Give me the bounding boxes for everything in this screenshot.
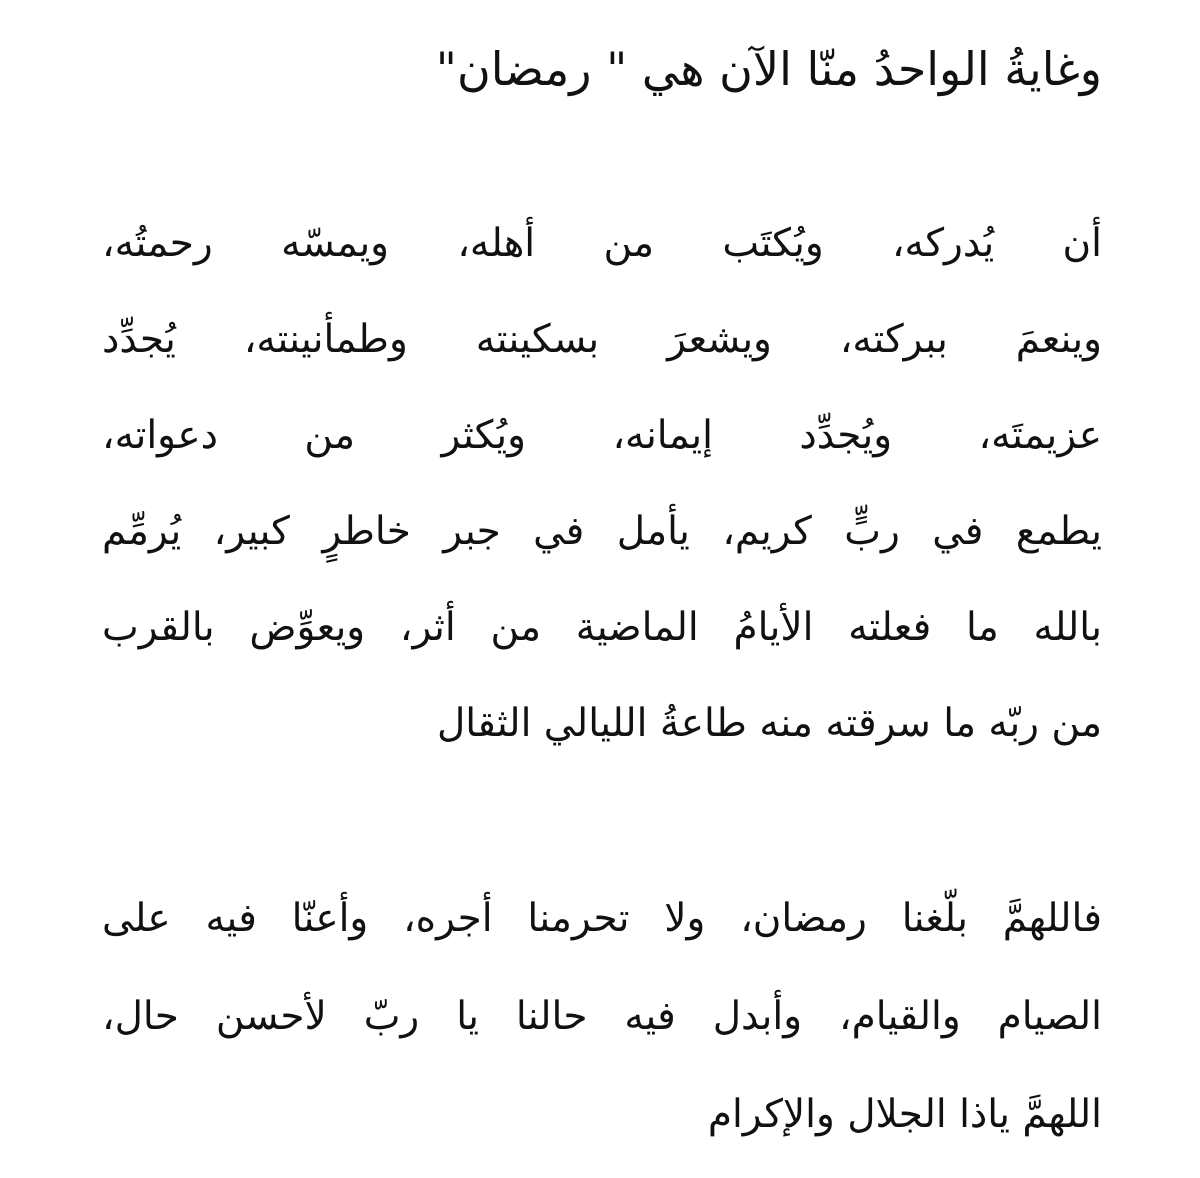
- page-title: وغايةُ الواحدُ منّا الآن هي " رمضان": [435, 42, 1102, 96]
- text-line: اللهمَّ ياذا الجلال والإكرام: [707, 1092, 1102, 1137]
- text-line: بالله ما فعلته الأيامُ الماضية من أثر، ويعوِّض بالقرب: [102, 605, 1102, 650]
- text-line: يطمع في ربٍّ كريم، يأمل في جبر خاطرٍ كبير، يُرمِّم: [102, 509, 1102, 554]
- text-line: وينعمَ ببركته، ويشعرَ بسكينته وطمأنينته، يُجدِّد: [102, 317, 1102, 362]
- text-line: الصيام والقيام، وأبدل فيه حالنا يا ربّ لأحسن حال،: [102, 994, 1102, 1039]
- text-line: فاللهمَّ بلّغنا رمضان، ولا تحرمنا أجره، وأعنّا فيه على: [102, 896, 1102, 941]
- paragraph-prayer: [102, 870, 1102, 1164]
- text-line: أن يُدركه، ويُكتَب من أهله، ويمسّه رحمتُه،: [102, 221, 1102, 266]
- text-line: عزيمتَه، ويُجدِّد إيمانه، ويُكثر من دعواته،: [102, 413, 1102, 458]
- paragraph-body-first: [102, 196, 1102, 772]
- text-line: من ربّه ما سرقته منه طاعةُ الليالي الثقال: [436, 701, 1102, 746]
